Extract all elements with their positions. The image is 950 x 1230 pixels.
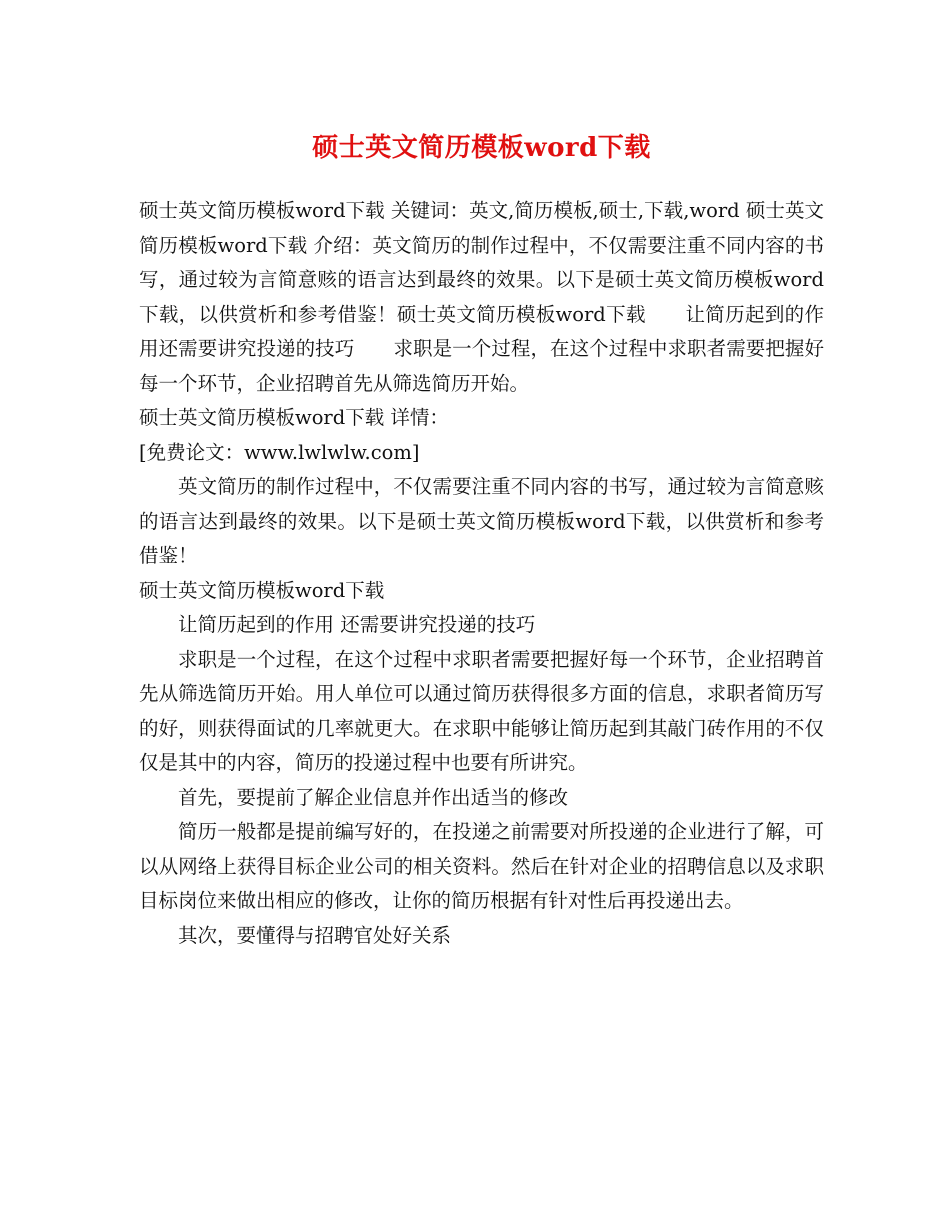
- paragraph-intro: 硕士英文简历模板word下载 关键词：英文,简历模板,硕士,下载,word 硕士英文简历模板word下载 介绍：英文简历的制作过程中，不仅需要注重不同内容的书写，通过较为言简意赅的语言达到最终的效果。以下是硕士英文简历模板word下载，以供赏析和参考借鉴！硕士英文简历模板word下载 让简历起到的作用还需要讲究投递的技巧 求职是一个过程，在这个过程中求职者需要把握好每一个环节，企业招聘首先从筛选简历开始。: [139, 199, 824, 395]
- paragraph-first-point: 首先，要提前了解企业信息并作出适当的修改: [178, 785, 569, 809]
- paragraph-source-link: [免费论文：www.lwlwlw.com]: [139, 440, 420, 464]
- paragraph-details-label: 硕士英文简历模板word下载 详情：: [139, 406, 449, 429]
- document-body: [139, 194, 824, 953]
- paragraph-body: 求职是一个过程，在这个过程中求职者需要把握好每一个环节，企业招聘首先从筛选简历开始。用人单位可以通过简历获得很多方面的信息，求职者简历写的好，则获得面试的几率就更大。在求职中能够让简历起到其敲门砖作用的不仅仅是其中的内容，简历的投递过程中也要有所讲究。: [139, 647, 824, 774]
- document-title: 硕士英文简历模板word下载: [312, 133, 651, 163]
- paragraph-second-point: 其次，要懂得与招聘官处好关系: [178, 923, 452, 947]
- paragraph-first-point-body: 简历一般都是提前编写好的，在投递之前需要对所投递的企业进行了解，可以从网络上获得目标企业公司的相关资料。然后在针对企业的招聘信息以及求职目标岗位来做出相应的修改，让你的简历根据有针对性后再投递出去。: [139, 820, 824, 912]
- paragraph-lead: 英文简历的制作过程中，不仅需要注重不同内容的书写，通过较为言简意赅的语言达到最终的效果。以下是硕士英文简历模板word下载，以供赏析和参考借鉴！: [139, 475, 824, 567]
- paragraph-subtitle: 硕士英文简历模板word下载: [139, 578, 385, 602]
- document-page: [139, 128, 824, 953]
- paragraph-section-heading: 让简历起到的作用 还需要讲究投递的技巧: [178, 613, 536, 636]
